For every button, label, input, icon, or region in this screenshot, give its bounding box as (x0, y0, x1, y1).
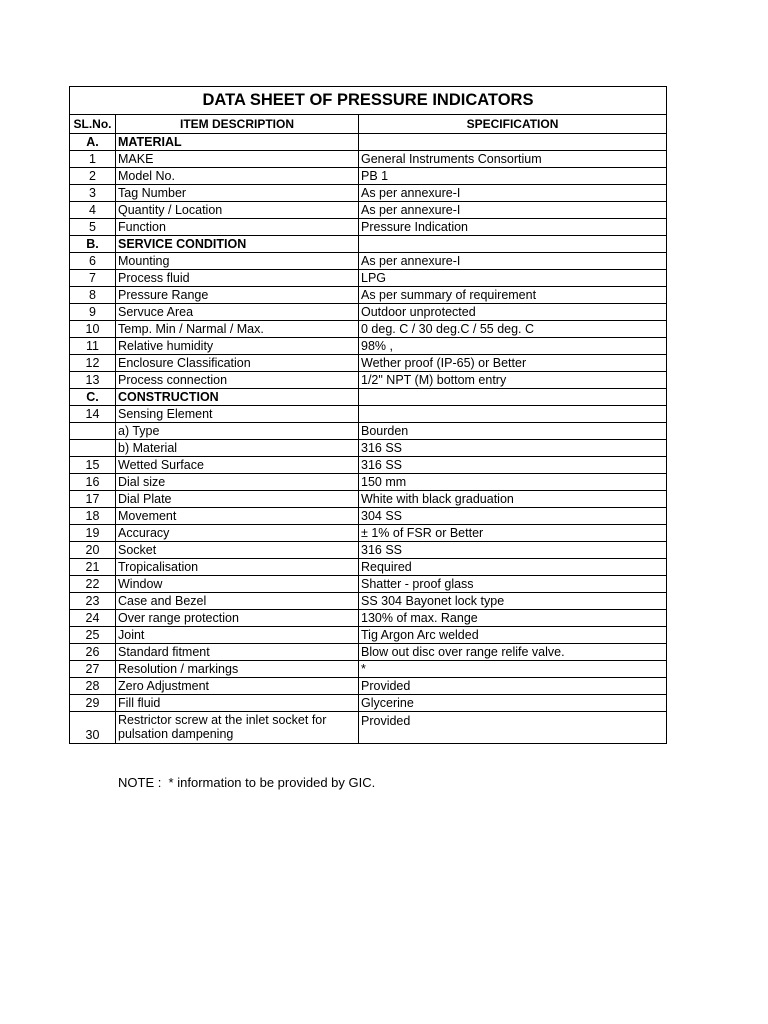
sl-cell: C. (70, 389, 116, 406)
sl-cell: 19 (70, 525, 116, 542)
specification-cell: Outdoor unprotected (359, 304, 667, 321)
sl-cell (70, 440, 116, 457)
item-description-cell: Accuracy (116, 525, 359, 542)
sl-cell: 7 (70, 270, 116, 287)
section-row (70, 236, 667, 253)
table-row (70, 406, 667, 423)
item-description-cell: Function (116, 219, 359, 236)
table-row (70, 372, 667, 389)
header-specification: SPECIFICATION (359, 115, 667, 134)
sl-cell: 6 (70, 253, 116, 270)
specification-cell (359, 406, 667, 423)
specification-cell: As per annexure-I (359, 202, 667, 219)
specification-cell: As per annexure-I (359, 253, 667, 270)
specification-cell: Wether proof (IP-65) or Better (359, 355, 667, 372)
sl-cell: 22 (70, 576, 116, 593)
header-item-description: ITEM DESCRIPTION (116, 115, 359, 134)
sl-cell: 3 (70, 185, 116, 202)
sl-cell: 17 (70, 491, 116, 508)
item-description-cell: Zero Adjustment (116, 678, 359, 695)
specification-cell: Required (359, 559, 667, 576)
sl-cell: 16 (70, 474, 116, 491)
table-row (70, 457, 667, 474)
header-row (70, 115, 667, 134)
table-row (70, 338, 667, 355)
sl-cell: 20 (70, 542, 116, 559)
item-description-cell: Tag Number (116, 185, 359, 202)
specification-cell: 0 deg. C / 30 deg.C / 55 deg. C (359, 321, 667, 338)
specification-cell: LPG (359, 270, 667, 287)
item-description-cell: Process connection (116, 372, 359, 389)
table-row (70, 202, 667, 219)
specification-cell: As per annexure-I (359, 185, 667, 202)
item-description-cell: Joint (116, 627, 359, 644)
table-row (70, 474, 667, 491)
sl-cell: 1 (70, 151, 116, 168)
specification-cell: Tig Argon Arc welded (359, 627, 667, 644)
item-description-cell: Restrictor screw at the inlet socket for pulsation dampening (116, 712, 359, 744)
sl-cell: 9 (70, 304, 116, 321)
table-row (70, 508, 667, 525)
table-row (70, 440, 667, 457)
table-row (70, 542, 667, 559)
section-row (70, 389, 667, 406)
table-row (70, 525, 667, 542)
table-row (70, 610, 667, 627)
item-description-cell: Resolution / markings (116, 661, 359, 678)
item-description-cell: Over range protection (116, 610, 359, 627)
table-row (70, 423, 667, 440)
specification-cell: As per summary of requirement (359, 287, 667, 304)
sl-cell: 14 (70, 406, 116, 423)
item-description-cell: Pressure Range (116, 287, 359, 304)
sl-cell: 28 (70, 678, 116, 695)
specification-cell: Glycerine (359, 695, 667, 712)
item-description-cell: Dial Plate (116, 491, 359, 508)
sl-cell: 26 (70, 644, 116, 661)
sl-cell: 27 (70, 661, 116, 678)
sl-cell: 4 (70, 202, 116, 219)
specification-cell (359, 134, 667, 151)
item-description-cell: Window (116, 576, 359, 593)
specification-cell: * (359, 661, 667, 678)
sl-cell: 23 (70, 593, 116, 610)
table-row (70, 695, 667, 712)
item-description-cell: Sensing Element (116, 406, 359, 423)
sl-cell (70, 423, 116, 440)
specification-cell: Shatter - proof glass (359, 576, 667, 593)
specification-cell: Pressure Indication (359, 219, 667, 236)
sl-cell: 25 (70, 627, 116, 644)
item-description-cell: Quantity / Location (116, 202, 359, 219)
sl-cell: 21 (70, 559, 116, 576)
item-description-cell: Mounting (116, 253, 359, 270)
footnote: NOTE : * information to be provided by GIC. (118, 775, 376, 790)
item-description-cell: a) Type (116, 423, 359, 440)
item-description-cell: Temp. Min / Narmal / Max. (116, 321, 359, 338)
specification-cell: Bourden (359, 423, 667, 440)
item-description-cell: Model No. (116, 168, 359, 185)
item-description-cell: Relative humidity (116, 338, 359, 355)
table-row (70, 559, 667, 576)
table-row (70, 219, 667, 236)
sl-cell: 15 (70, 457, 116, 474)
sl-cell: 30 (70, 712, 116, 744)
specification-table (69, 86, 667, 744)
sl-cell: 5 (70, 219, 116, 236)
specification-cell: 304 SS (359, 508, 667, 525)
item-description-cell: Fill fluid (116, 695, 359, 712)
table-row (70, 355, 667, 372)
item-description-cell: Dial size (116, 474, 359, 491)
specification-cell: 316 SS (359, 457, 667, 474)
specification-cell: 316 SS (359, 440, 667, 457)
data-sheet (69, 86, 666, 744)
table-row (70, 287, 667, 304)
table-row (70, 321, 667, 338)
specification-cell (359, 389, 667, 406)
item-description-cell: Case and Bezel (116, 593, 359, 610)
section-row (70, 134, 667, 151)
sl-cell: 12 (70, 355, 116, 372)
header-sl-no: SL.No. (70, 115, 116, 134)
table-row (70, 270, 667, 287)
table-row (70, 678, 667, 695)
item-description-cell: Servuce Area (116, 304, 359, 321)
specification-cell: 1/2" NPT (M) bottom entry (359, 372, 667, 389)
table-row (70, 644, 667, 661)
specification-cell: Provided (359, 712, 667, 744)
item-description-cell: CONSTRUCTION (116, 389, 359, 406)
table-row (70, 576, 667, 593)
title-row (70, 87, 667, 115)
specification-cell: 316 SS (359, 542, 667, 559)
table-row (70, 253, 667, 270)
item-description-cell: SERVICE CONDITION (116, 236, 359, 253)
item-description-cell: b) Material (116, 440, 359, 457)
sl-cell: A. (70, 134, 116, 151)
sl-cell: 13 (70, 372, 116, 389)
specification-cell: 130% of max. Range (359, 610, 667, 627)
sl-cell: 11 (70, 338, 116, 355)
specification-cell: SS 304 Bayonet lock type (359, 593, 667, 610)
sl-cell: B. (70, 236, 116, 253)
specification-cell: 98% , (359, 338, 667, 355)
specification-cell: White with black graduation (359, 491, 667, 508)
table-row (70, 185, 667, 202)
specification-cell: 150 mm (359, 474, 667, 491)
specification-cell: Blow out disc over range relife valve. (359, 644, 667, 661)
table-row (70, 304, 667, 321)
sl-cell: 29 (70, 695, 116, 712)
table-row (70, 491, 667, 508)
specification-cell: General Instruments Consortium (359, 151, 667, 168)
specification-cell (359, 236, 667, 253)
item-description-cell: Enclosure Classification (116, 355, 359, 372)
table-row (70, 151, 667, 168)
item-description-cell: MATERIAL (116, 134, 359, 151)
table-row (70, 593, 667, 610)
sl-cell: 2 (70, 168, 116, 185)
table-row (70, 168, 667, 185)
table-row (70, 661, 667, 678)
item-description-cell: Movement (116, 508, 359, 525)
item-description-cell: Wetted Surface (116, 457, 359, 474)
item-description-cell: MAKE (116, 151, 359, 168)
table-row (70, 627, 667, 644)
specification-cell: PB 1 (359, 168, 667, 185)
item-description-cell: Process fluid (116, 270, 359, 287)
specification-cell: ± 1% of FSR or Better (359, 525, 667, 542)
sl-cell: 8 (70, 287, 116, 304)
sl-cell: 24 (70, 610, 116, 627)
item-description-cell: Socket (116, 542, 359, 559)
sheet-title: DATA SHEET OF PRESSURE INDICATORS (70, 87, 667, 115)
table-body (70, 134, 667, 744)
sl-cell: 10 (70, 321, 116, 338)
item-description-cell: Tropicalisation (116, 559, 359, 576)
specification-cell: Provided (359, 678, 667, 695)
item-description-cell: Standard fitment (116, 644, 359, 661)
table-row (70, 712, 667, 744)
sl-cell: 18 (70, 508, 116, 525)
